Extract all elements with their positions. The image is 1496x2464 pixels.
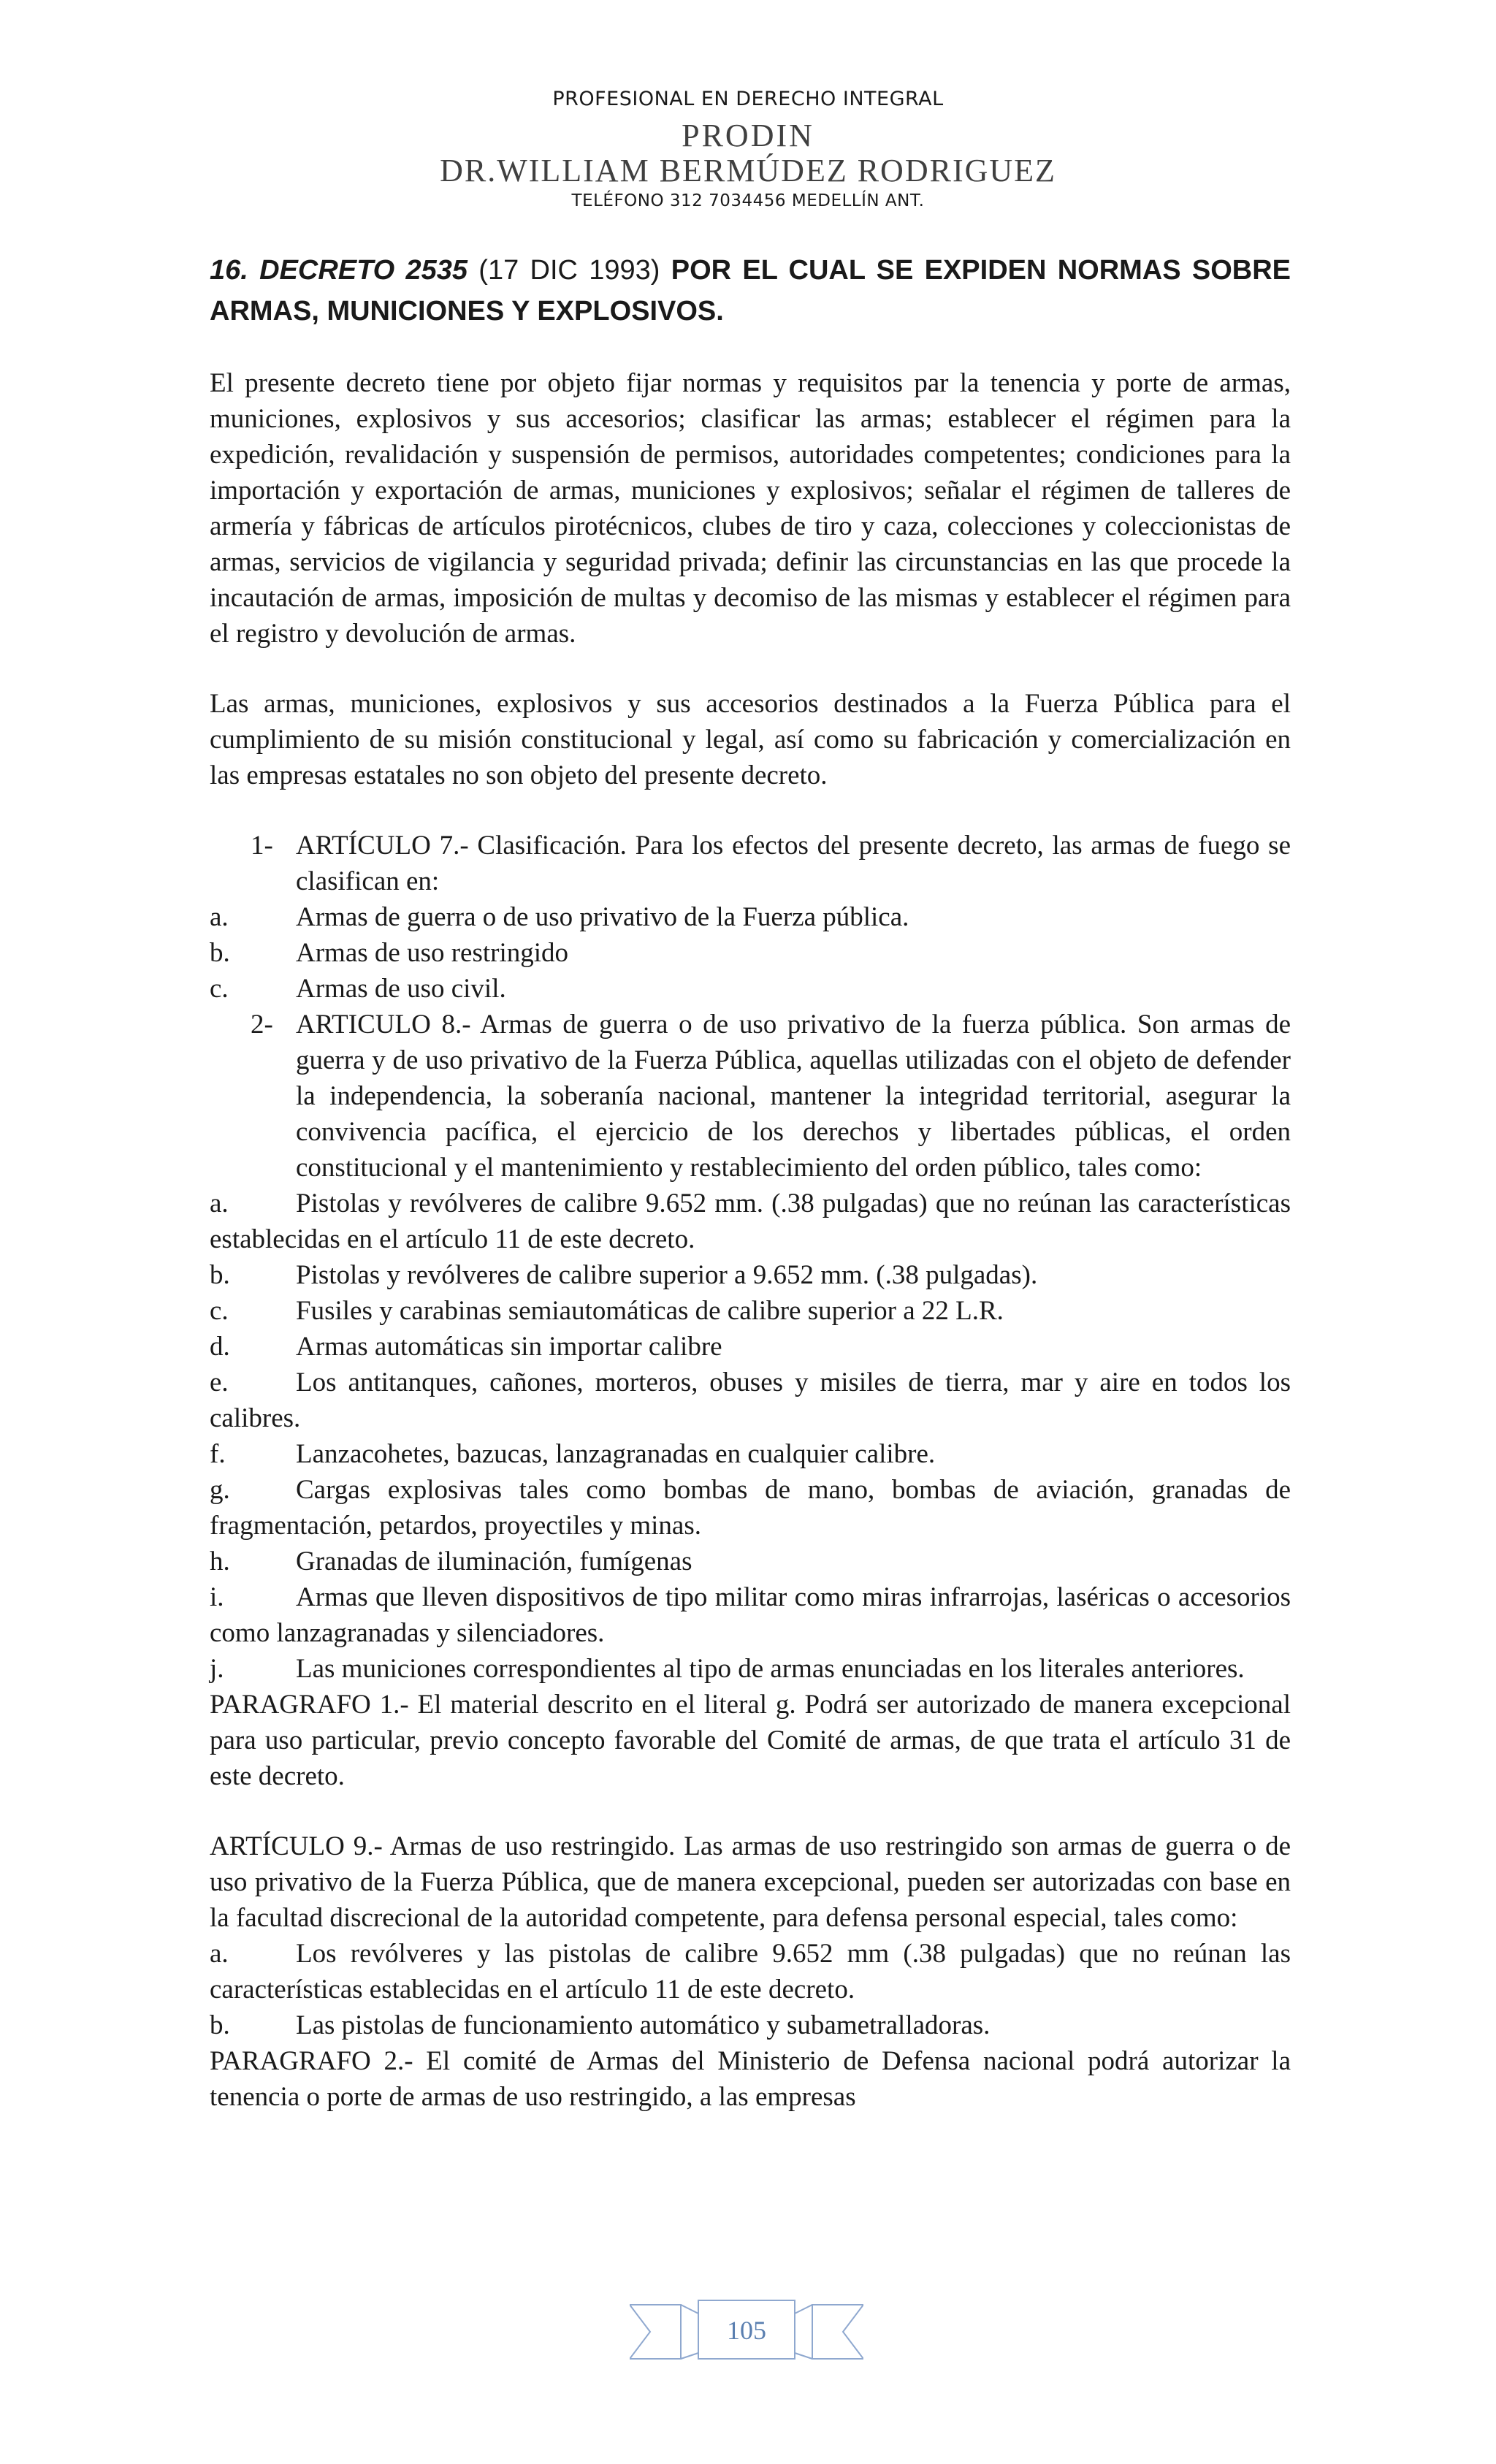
header-acronym: PRODIN	[682, 118, 814, 153]
title-date: (17 DIC 1993)	[468, 255, 671, 286]
intro-paragraph-2: Las armas, municiones, explosivos y sus accesorios destinados a la Fuerza Pública para el cumplimiento de su misión constitucional y legal, así como su fabricación y comercialización en las empresas estatales no son objeto del presente decreto.	[210, 689, 1291, 790]
intro-paragraph-1: El presente decreto tiene por objeto fijar normas y requisitos par la tenencia y porte de armas, municiones, explosivos y sus accesorios; clasificar las armas; establecer el régimen para la expedición, revalidación y suspensión de permisos, autoridades competentes; condiciones para la importación y exportación de armas, municiones y explosivos; señalar el régimen de talleres de armería y fábricas de artículos pirotécnicos, clubes de tiro y caza, colecciones y coleccionistas de armas, servicios de vigilancia y seguridad privada; definir las circunstancias en las que procede la incautación de armas, imposición de multas y decomiso de las mismas y establecer el régimen para el registro y devolución de armas.	[210, 368, 1291, 649]
list-item: c. Fusiles y carabinas semiautomáticas de calibre superior a 22 L.R.	[210, 1296, 1004, 1326]
header-name: DR.WILLIAM BERMÚDEZ RODRIGUEZ	[440, 153, 1056, 188]
list-item: c. Armas de uso civil.	[210, 974, 506, 1004]
list-item: d. Armas automáticas sin importar calibre	[210, 1332, 722, 1362]
list-item: b. Armas de uso restringido	[210, 938, 569, 968]
list-item: e. Los antitanques, cañones, morteros, obuses y misiles de tierra, mar y aire en todos los calibres.	[210, 1368, 1291, 1433]
paragrafo-2: PARAGRAFO 2.- El comité de Armas del Ministerio de Defensa nacional podrá autorizar la tenencia o porte de armas de uso restringido, a las empresas	[210, 2046, 1291, 2112]
article-8	[210, 1007, 1291, 1186]
article-7	[210, 828, 1291, 899]
list-item: h. Granadas de iluminación, fumígenas	[210, 1546, 692, 1576]
list-item: b. Pistolas y revólveres de calibre superior a 9.652 mm. (.38 pulgadas).	[210, 1260, 1038, 1290]
list-item: f. Lanzacohetes, bazucas, lanzagranadas en cualquier calibre.	[210, 1439, 936, 1469]
list-item: b. Las pistolas de funcionamiento automático y subametralladoras.	[210, 2010, 991, 2040]
header-phone: TELÉFONO 312 7034456 MEDELLÍN ANT.	[571, 191, 925, 210]
title-number: 16. DECRETO 2535	[210, 255, 468, 286]
list-item: a. Los revólveres y las pistolas de calibre 9.652 mm (.38 pulgadas) que no reúnan las características establecidas en el artículo 11 de este decreto.	[210, 1939, 1291, 2005]
document-body	[210, 365, 1291, 2115]
list-item: j. Las municiones correspondientes al tipo de armas enunciadas en los literales anteriores.	[210, 1654, 1245, 1684]
list-item: g. Cargas explosivas tales como bombas de mano, bombas de aviación, granadas de fragmentación, petardos, proyectiles y minas.	[210, 1475, 1291, 1541]
list-number: 2-	[251, 1010, 273, 1040]
list-item: i. Armas que lleven dispositivos de tipo militar como miras infrarrojas, laséricas o accesorios como lanzagranadas y silenciadores.	[210, 1582, 1291, 1648]
page-number: 105	[727, 2316, 766, 2345]
section-title	[210, 250, 1291, 332]
list-item: a. Pistolas y revólveres de calibre 9.652 mm. (.38 pulgadas) que no reúnan las características establecidas en el artículo 11 de este decreto.	[210, 1189, 1291, 1254]
header-firm: PROFESIONAL EN DERECHO INTEGRAL	[552, 88, 944, 110]
list-item: a. Armas de guerra o de uso privativo de la Fuerza pública.	[210, 902, 909, 932]
page-number-ribbon	[630, 2299, 863, 2365]
article-7-text: ARTÍCULO 7.- Clasificación. Para los efectos del presente decreto, las armas de fuego se clasifican en:	[296, 831, 1291, 896]
list-number: 1-	[251, 831, 273, 861]
article-8-text: ARTICULO 8.- Armas de guerra o de uso privativo de la fuerza pública. Son armas de guerra y de uso privativo de la Fuerza Pública, aquellas utilizadas con el objeto de defender la independencia, la soberanía nacional, mantener la integridad territorial, asegurar la convivencia pacífica, el ejercicio de los derechos y libertades públicas, el orden constitucional y el mantenimiento y restablecimiento del orden público, tales como:	[296, 1010, 1291, 1183]
paragrafo-1: PARAGRAFO 1.- El material descrito en el literal g. Podrá ser autorizado de manera excepcional para uso particular, previo concepto favorable del Comité de armas, de que trata el artículo 31 de este decreto.	[210, 1690, 1291, 1791]
article-9: ARTÍCULO 9.- Armas de uso restringido. Las armas de uso restringido son armas de guerra o de uso privativo de la Fuerza Pública, que de manera excepcional, pueden ser autorizadas con base en la facultad discrecional de la autoridad competente, para defensa personal especial, tales como:	[210, 1831, 1291, 1933]
title-text: POR EL CUAL SE EXPIDEN NORMAS SOBRE ARMAS, MUNICIONES Y EXPLOSIVOS.	[210, 255, 1291, 327]
